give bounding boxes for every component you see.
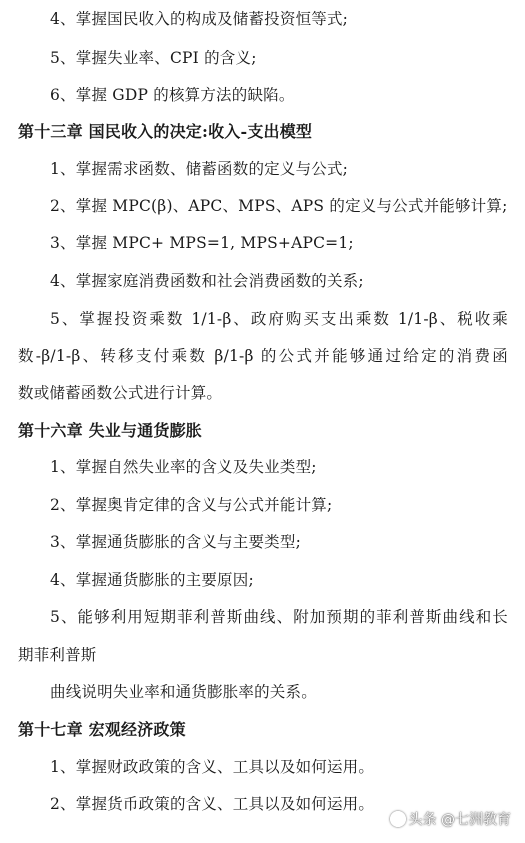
text-line: 3、掌握 MPC+ MPS=1, MPS+APC=1; <box>50 234 354 252</box>
watermark <box>390 809 511 829</box>
chapter-heading: 第十三章 国民收入的决定:收入-支出模型 <box>18 122 313 141</box>
text-line: 2、掌握 MPC(β)、APC、MPS、APS 的定义与公式并能够计算; <box>50 197 508 215</box>
text-line: 2、掌握货币政策的含义、工具以及如何运用。 <box>50 795 375 813</box>
text-line: 6、掌握 GDP 的核算方法的缺陷。 <box>50 86 295 104</box>
toutiao-logo-icon <box>390 811 406 827</box>
chapter-heading: 第十六章 失业与通货膨胀 <box>18 421 202 440</box>
text-line: 数-β/1-β、转移支付乘数 β/1-β 的公式并能够通过给定的消费函 <box>18 347 508 365</box>
text-line: 期菲利普斯 <box>18 646 97 664</box>
text-line: 3、掌握通货膨胀的含义与主要类型; <box>50 533 301 551</box>
text-line: 5、掌握失业率、CPI 的含义; <box>50 49 257 67</box>
text-line: 4、掌握家庭消费函数和社会消费函数的关系; <box>50 272 364 290</box>
text-line: 1、掌握自然失业率的含义及失业类型; <box>50 458 317 476</box>
text-line: 4、掌握通货膨胀的主要原因; <box>50 571 254 589</box>
text-line: 1、掌握财政政策的含义、工具以及如何运用。 <box>50 758 375 776</box>
chapter-heading: 第十七章 宏观经济政策 <box>18 720 186 739</box>
text-line: 5、能够利用短期菲利普斯曲线、附加预期的菲利普斯曲线和长 <box>50 608 508 626</box>
text-line: 5、掌握投资乘数 1/1-β、政府购买支出乘数 1/1-β、税收乘 <box>50 310 508 328</box>
text-line: 2、掌握奥肯定律的含义与公式并能计算; <box>50 496 333 514</box>
text-line: 1、掌握需求函数、储蓄函数的定义与公式; <box>50 160 349 178</box>
text-line: 曲线说明失业率和通货膨胀率的关系。 <box>50 683 317 701</box>
text-line: 4、掌握国民收入的构成及储蓄投资恒等式; <box>50 10 349 28</box>
text-line: 数或储蓄函数公式进行计算。 <box>18 384 223 402</box>
watermark-text: 头条 @七洲教育 <box>408 812 511 828</box>
